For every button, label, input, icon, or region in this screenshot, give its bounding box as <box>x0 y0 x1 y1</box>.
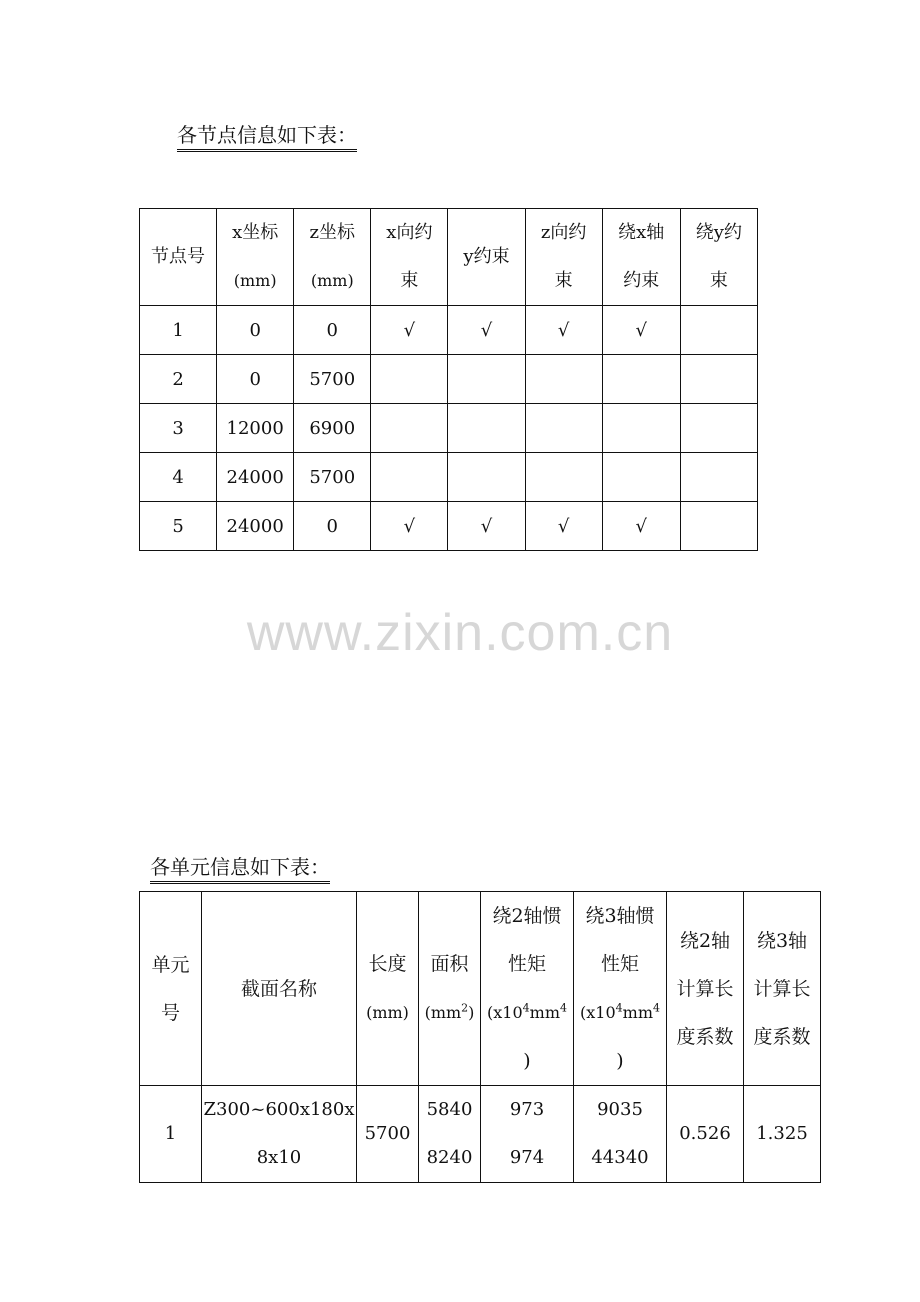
header-z-restraint-line1: z向约 <box>540 222 587 243</box>
header-area-unit-exp: 2 <box>461 1001 469 1015</box>
cell-rx-restraint <box>602 453 680 502</box>
cell-node: 3 <box>140 404 217 453</box>
header-length-unit: (mm) <box>366 1003 409 1022</box>
header-k2-line1: 绕2轴 <box>679 929 731 952</box>
header-z-coord-label: z坐标 <box>309 222 356 243</box>
cell-z-restraint: √ <box>525 306 602 355</box>
header-area-unit <box>425 1003 475 1022</box>
cell-area <box>419 1086 481 1183</box>
cell-ry-restraint <box>680 453 757 502</box>
header-area-label: 面积 <box>430 953 469 975</box>
header-k3-line1: 绕3轴 <box>756 929 808 952</box>
cell-x-restraint <box>371 453 448 502</box>
cell-i2 <box>481 1086 574 1183</box>
header-k3 <box>744 892 821 1086</box>
cell-section-name-line1: Z300~600x180x <box>203 1099 355 1120</box>
header-i3-unit-exp2: 4 <box>652 1001 660 1015</box>
header-area-unit-base: (mm <box>424 1003 462 1022</box>
cell-z: 6900 <box>294 404 371 453</box>
header-i2-unit-a: (x10 <box>487 1003 523 1022</box>
header-z-coord <box>294 209 371 306</box>
cell-y-restraint <box>448 404 525 453</box>
header-k2-line3: 度系数 <box>676 1025 734 1048</box>
table-row <box>140 1086 821 1183</box>
cell-i3-line2: 44340 <box>591 1147 649 1168</box>
table-row <box>140 502 758 551</box>
table-row <box>140 306 758 355</box>
header-area <box>419 892 481 1086</box>
header-i3-unit-a: (x10 <box>580 1003 616 1022</box>
cell-node: 5 <box>140 502 217 551</box>
cell-x: 0 <box>217 306 294 355</box>
cell-rx-restraint <box>602 355 680 404</box>
cell-z: 0 <box>294 502 371 551</box>
header-i2-unit-exp2: 4 <box>559 1001 567 1015</box>
header-z-restraint <box>525 209 602 306</box>
cell-ry-restraint <box>680 502 757 551</box>
cell-x: 0 <box>217 355 294 404</box>
header-k3-line3: 度系数 <box>753 1025 811 1048</box>
cell-ry-restraint <box>680 355 757 404</box>
header-i3-unit <box>580 1003 660 1022</box>
cell-node: 4 <box>140 453 217 502</box>
header-i2-unit <box>487 1003 567 1022</box>
header-x-coord <box>217 209 294 306</box>
cell-node: 1 <box>140 306 217 355</box>
header-element-no-line1: 单元 <box>151 953 190 976</box>
cell-x-restraint <box>371 404 448 453</box>
cell-k2: 0.526 <box>667 1086 744 1183</box>
header-z-coord-unit: (mm) <box>310 271 354 290</box>
cell-x-restraint: √ <box>371 502 448 551</box>
cell-i3-line1: 9035 <box>597 1099 643 1120</box>
element-info-table <box>139 891 821 1183</box>
cell-k3: 1.325 <box>744 1086 821 1183</box>
header-z-restraint-line2: 束 <box>554 270 573 291</box>
table-header-row <box>140 892 821 1086</box>
cell-node: 2 <box>140 355 217 404</box>
cell-y-restraint: √ <box>448 502 525 551</box>
header-i2-unit-exp1: 4 <box>522 1001 530 1015</box>
cell-i3 <box>574 1086 667 1183</box>
cell-i2-line1: 973 <box>509 1099 545 1120</box>
cell-z-restraint: √ <box>525 502 602 551</box>
cell-z-restraint <box>525 404 602 453</box>
cell-z: 5700 <box>294 453 371 502</box>
table-row <box>140 355 758 404</box>
header-length-label: 长度 <box>368 953 407 975</box>
header-element-no-line2: 号 <box>160 1001 180 1024</box>
header-section-name: 截面名称 <box>202 892 357 1086</box>
header-i3-line2: 性矩 <box>600 953 639 975</box>
cell-z: 0 <box>294 306 371 355</box>
cell-y-restraint <box>448 355 525 404</box>
cell-ry-restraint <box>680 404 757 453</box>
header-x-coord-label: x坐标 <box>232 222 279 243</box>
cell-x: 24000 <box>217 502 294 551</box>
cell-ry-restraint <box>680 306 757 355</box>
element-table-heading: 各单元信息如下表： <box>150 855 330 884</box>
cell-section-name <box>202 1086 357 1183</box>
cell-y-restraint: √ <box>448 306 525 355</box>
header-x-restraint-line2: 束 <box>400 270 419 291</box>
cell-rx-restraint: √ <box>602 306 680 355</box>
header-i3-line1: 绕3轴惯 <box>585 905 655 927</box>
cell-rx-restraint: √ <box>602 502 680 551</box>
header-length <box>357 892 419 1086</box>
header-i3-unit-b: mm <box>622 1003 653 1022</box>
header-ry-restraint <box>680 209 757 306</box>
cell-x-restraint: √ <box>371 306 448 355</box>
table-row <box>140 404 758 453</box>
header-i3-close: ) <box>616 1050 624 1072</box>
header-ry-restraint-line1: 绕y约 <box>695 222 742 243</box>
header-i2-line1: 绕2轴惯 <box>492 905 562 927</box>
header-x-restraint <box>371 209 448 306</box>
cell-rx-restraint <box>602 404 680 453</box>
cell-length: 5700 <box>357 1086 419 1183</box>
table-header-row <box>140 209 758 306</box>
cell-section-name-line2: 8x10 <box>256 1147 302 1168</box>
node-table-heading: 各节点信息如下表： <box>177 123 357 152</box>
header-rx-restraint <box>602 209 680 306</box>
cell-area-line1: 5840 <box>426 1099 473 1120</box>
header-i2 <box>481 892 574 1086</box>
header-i2-close: ) <box>523 1050 531 1072</box>
header-element-no <box>140 892 202 1086</box>
cell-i2-line2: 974 <box>509 1147 545 1168</box>
header-x-coord-unit: (mm) <box>233 271 277 290</box>
header-ry-restraint-line2: 束 <box>709 270 728 291</box>
header-x-restraint-line1: x向约 <box>386 222 433 243</box>
header-k2 <box>667 892 744 1086</box>
cell-x: 12000 <box>217 404 294 453</box>
node-info-table <box>139 208 758 551</box>
cell-x-restraint <box>371 355 448 404</box>
cell-area-line2: 8240 <box>426 1147 473 1168</box>
cell-z: 5700 <box>294 355 371 404</box>
header-k3-line2: 计算长 <box>753 977 811 1000</box>
header-i3-unit-exp1: 4 <box>615 1001 623 1015</box>
table-row <box>140 453 758 502</box>
cell-z-restraint <box>525 453 602 502</box>
header-node-no: 节点号 <box>140 209 217 306</box>
header-i2-line2: 性矩 <box>507 953 546 975</box>
header-rx-restraint-line2: 约束 <box>623 270 660 291</box>
header-area-unit-close: ) <box>468 1003 475 1022</box>
cell-element: 1 <box>140 1086 202 1183</box>
watermark: www.zixin.com.cn <box>246 604 674 662</box>
header-i3 <box>574 892 667 1086</box>
cell-y-restraint <box>448 453 525 502</box>
header-k2-line2: 计算长 <box>676 977 734 1000</box>
header-rx-restraint-line1: 绕x轴 <box>618 222 665 243</box>
cell-z-restraint <box>525 355 602 404</box>
header-y-restraint: y约束 <box>448 209 525 306</box>
header-i2-unit-b: mm <box>529 1003 560 1022</box>
cell-x: 24000 <box>217 453 294 502</box>
